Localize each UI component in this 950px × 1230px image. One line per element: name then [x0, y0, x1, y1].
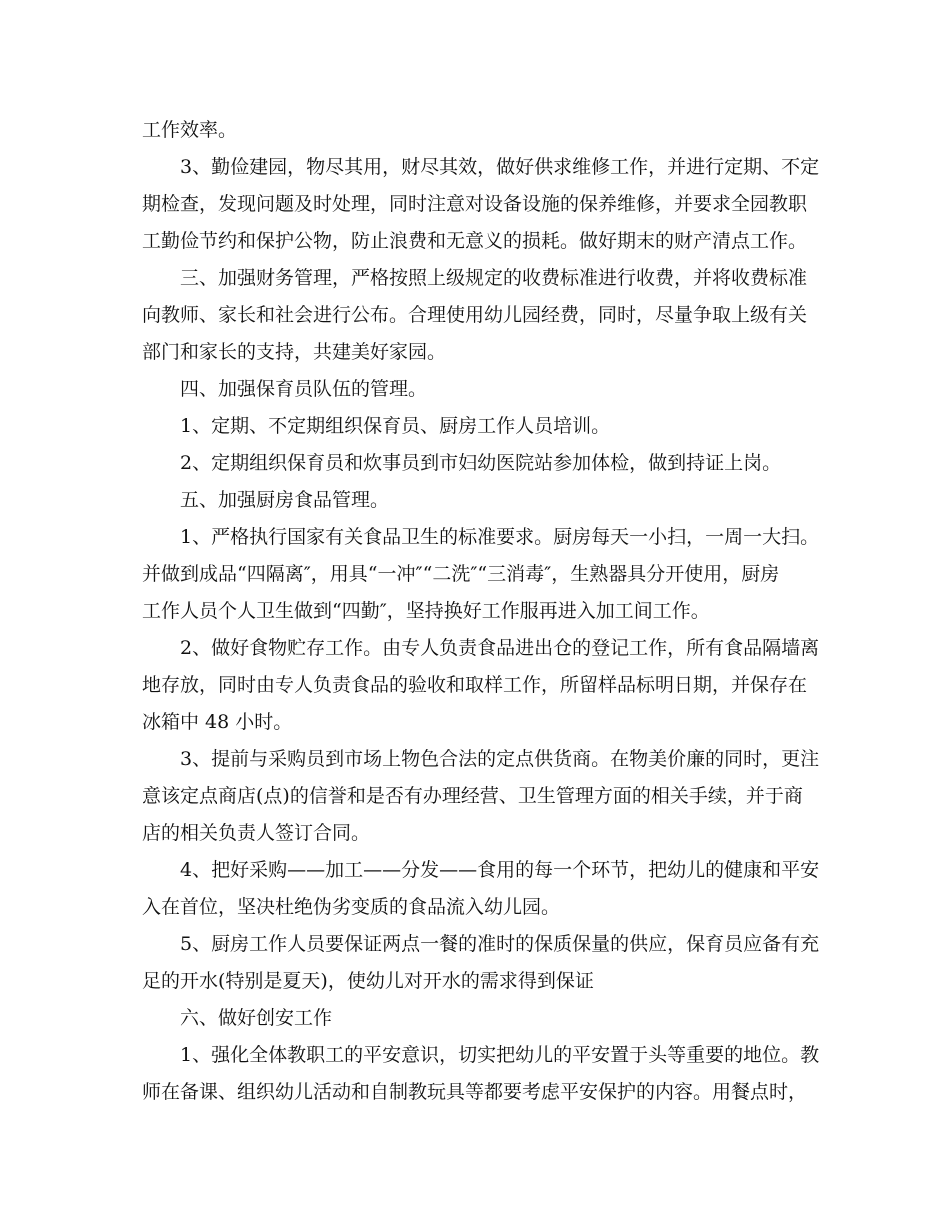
- text-line: 三、加强财务管理，严格按照上级规定的收费标准进行收费，并将收费标准: [180, 267, 808, 289]
- text-line: 3、提前与采购员到市场上物色合法的定点供货商。在物美价廉的同时，更注: [180, 748, 820, 770]
- section-heading: 四、加强保育员队伍的管理。: [180, 378, 428, 400]
- text-line: 3、勤俭建园，物尽其用，财尽其效，做好供求维修工作，并进行定期、不定: [180, 156, 820, 178]
- text-line: 部门和家长的支持，共建美好家园。: [142, 341, 447, 363]
- text-line: 1、强化全体教职工的平安意识，切实把幼儿的平安置于头等重要的地位。教: [180, 1044, 820, 1066]
- text-line: 向教师、家长和社会进行公布。合理使用幼儿园经费，同时，尽量争取上级有关: [142, 304, 808, 326]
- text-line: 工作人员个人卫生做到“四勤″，坚持换好工作服再进入加工间工作。: [142, 600, 710, 622]
- text-line: 4、把好采购——加工——分发——食用的每一个环节，把幼儿的健康和平安: [180, 859, 820, 881]
- text-line: 意该定点商店(点)的信誉和是否有办理经营、卫生管理方面的相关手续，并于商: [142, 785, 803, 807]
- text-line: 足的开水(特别是夏天)，使幼儿对开水的需求得到保证: [142, 970, 594, 992]
- document-body: [142, 112, 820, 1111]
- text-line: 入在首位，坚决杜绝伪劣变质的食品流入幼儿园。: [142, 896, 561, 918]
- text-line: 2、做好食物贮存工作。由专人负责食品进出仓的登记工作，所有食品隔墙离: [180, 637, 820, 659]
- section-heading: 五、加强厨房食品管理。: [180, 489, 390, 511]
- text-line: 冰箱中 48 小时。: [142, 711, 293, 733]
- text-line: 工作效率。: [142, 119, 238, 141]
- text-line: 师在备课、组织幼儿活动和自制教玩具等都要考虑平安保护的内容。用餐点时，: [142, 1081, 808, 1103]
- text-line: 5、厨房工作人员要保证两点一餐的准时的保质保量的供应，保育员应备有充: [180, 933, 820, 955]
- text-line: 并做到成品“四隔离″，用具“一冲″“二洗″“三消毒″，生熟器具分开使用，厨房: [142, 563, 780, 585]
- text-line: 1、定期、不定期组织保育员、厨房工作人员培训。: [180, 415, 611, 437]
- section-heading: 六、做好创安工作: [180, 1007, 333, 1029]
- text-line: 期检查，发现问题及时处理，同时注意对设备设施的保养维修，并要求全园教职: [142, 193, 808, 215]
- text-line: 1、严格执行国家有关食品卫生的标准要求。厨房每天一小扫，一周一大扫。: [180, 526, 820, 548]
- text-line: 2、定期组织保育员和炊事员到市妇幼医院站参加体检，做到持证上岗。: [180, 452, 782, 474]
- text-line: 地存放，同时由专人负责食品的验收和取样工作，所留样品标明日期，并保存在: [142, 674, 808, 696]
- text-line: 店的相关负责人签订合同。: [142, 822, 371, 844]
- text-line: 工勤俭节约和保护公物，防止浪费和无意义的损耗。做好期末的财产清点工作。: [142, 230, 808, 252]
